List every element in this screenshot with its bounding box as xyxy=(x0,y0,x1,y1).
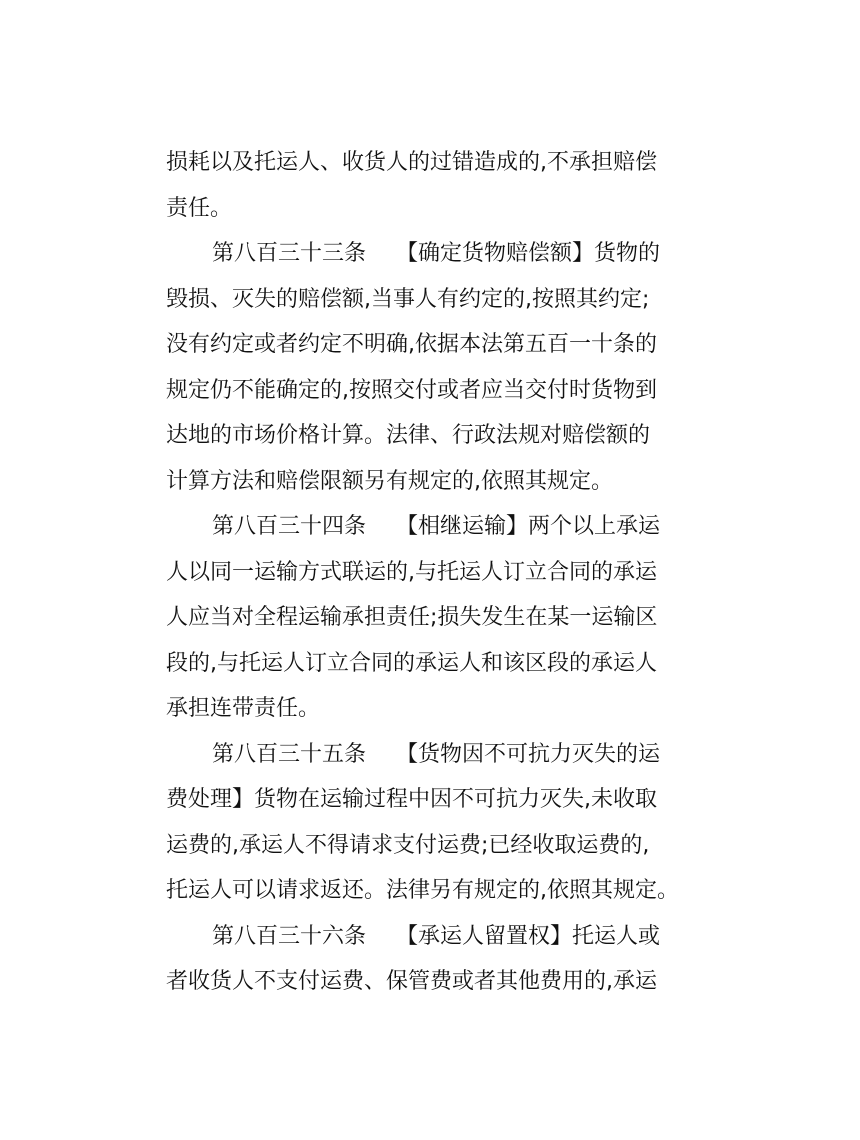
text-line: 者收货人不支付运费、保管费或者其他费用的,承运 xyxy=(166,969,657,994)
article-835-heading xyxy=(166,732,726,778)
text-line: 运费的,承运人不得请求支付运费;已经收取运费的, xyxy=(166,832,650,858)
article-833-heading xyxy=(166,231,726,277)
article-number: 第八百三十五条 xyxy=(212,741,367,767)
text-line: 损耗以及托运人、收货人的过错造成的,不承担赔偿 xyxy=(166,150,657,175)
text-line: 段的,与托运人订立合同的承运人和该区段的承运人 xyxy=(166,650,657,676)
article-number: 第八百三十六条 xyxy=(212,923,367,949)
text-line: 规定仍不能确定的,按照交付或者应当交付时货物到 xyxy=(166,377,657,403)
article-title-text: 【承运人留置权】托运人或 xyxy=(396,923,661,949)
article-title-text: 【货物因不可抗力灭失的运 xyxy=(396,741,661,767)
text-line: 费处理】货物在运输过程中因不可抗力灭失,未收取 xyxy=(166,787,657,812)
article-number: 第八百三十三条 xyxy=(212,241,367,266)
text-line: 托运人可以请求返还。法律另有规定的,依照其规定。 xyxy=(166,878,679,903)
article-title-text: 【确定货物赔偿额】货物的 xyxy=(396,241,661,266)
text-line: 承担连带责任。 xyxy=(166,696,321,721)
article-number: 第八百三十四条 xyxy=(212,514,367,539)
text-line: 人应当对全程运输承担责任;损失发生在某一运输区 xyxy=(166,605,658,630)
text-line: 人以同一运输方式联运的,与托运人订立合同的承运 xyxy=(166,559,657,585)
text-line: 计算方法和赔偿限额另有规定的,依照其规定。 xyxy=(166,468,613,494)
text-line: 没有约定或者约定不明确,依据本法第五百一十条的 xyxy=(166,332,657,357)
text-line: 达地的市场价格计算。法律、行政法规对赔偿额的 xyxy=(166,423,651,448)
text-line: 毁损、灭失的赔偿额,当事人有约定的,按照其约定; xyxy=(166,286,650,312)
article-836-heading xyxy=(166,914,726,960)
document-body xyxy=(166,140,726,1005)
text-line: 责任。 xyxy=(166,195,233,221)
article-834-heading xyxy=(166,504,726,550)
article-title-text: 【相继运输】两个以上承运 xyxy=(396,514,661,539)
